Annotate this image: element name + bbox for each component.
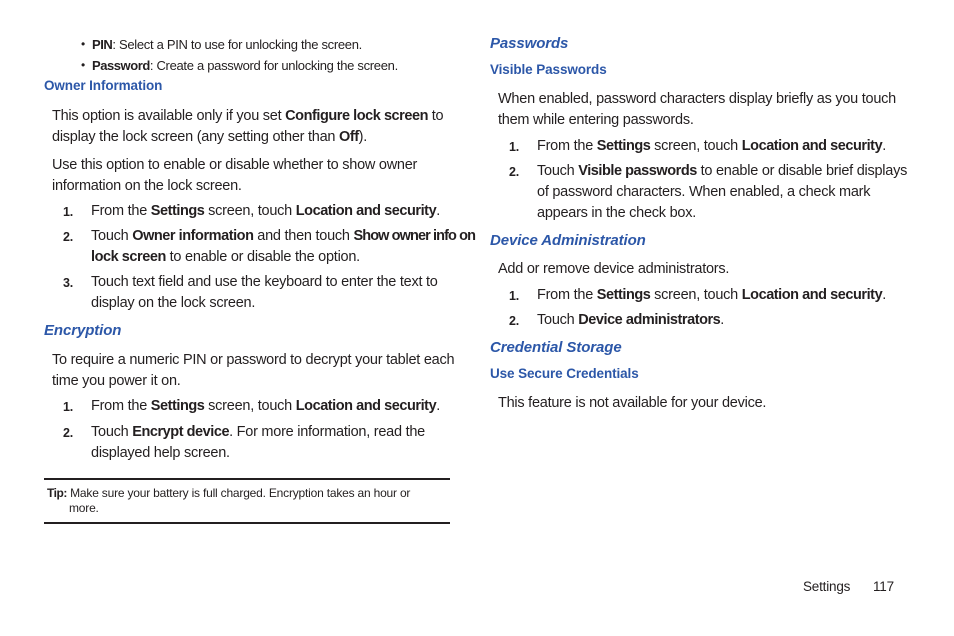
credential-para: This feature is not available for your device. [498, 395, 767, 411]
bullet-desc: : Select a PIN to use for unlocking the screen. [112, 37, 362, 52]
bullet-term: Password [92, 58, 150, 73]
bullet-password [81, 56, 398, 75]
device-admin-step-2: 2. Touch Device administrators. [509, 312, 725, 328]
heading-credential-storage: Credential Storage [490, 339, 622, 356]
bullet-pin [81, 35, 362, 54]
device-admin-para: Add or remove device administrators. [498, 261, 730, 277]
owner-step-3: 3. Touch text field and use the keyboard to enter the text to display on the lock screen. [63, 274, 438, 311]
owner-info-para1: This option is available only if you set Configure lock screen to display the lock screen (any setting other than Off). [52, 108, 444, 145]
bullet-desc: : Create a password for unlocking the screen. [149, 58, 398, 73]
encryption-step-2: 2. Touch Encrypt device. For more information, read the displayed help screen. [63, 424, 425, 461]
bullet-dot: • [81, 37, 85, 51]
encryption-para: To require a numeric PIN or password to decrypt your tablet each time you power it on. [52, 352, 455, 389]
heading-use-secure-credentials: Use Secure Credentials [490, 366, 639, 381]
device-admin-step-1: 1. From the Settings screen, touch Location and security. [509, 287, 886, 303]
heading-passwords: Passwords [490, 35, 569, 52]
footer-section: Settings [803, 579, 851, 594]
owner-info-para2: Use this option to enable or disable whether to show owner information on the lock screen. [52, 157, 418, 194]
tip-label: Tip: [47, 486, 67, 500]
bullet-term: PIN [92, 37, 113, 52]
bullet-dot: • [81, 58, 85, 72]
passwords-step-1: 1. From the Settings screen, touch Location and security. [509, 138, 886, 154]
heading-owner-information: Owner Information [44, 78, 163, 93]
heading-device-administration: Device Administration [490, 232, 646, 249]
visible-passwords-para: When enabled, password characters display briefly as you touch them while entering passwords. [498, 91, 896, 128]
encryption-step-1: 1. From the Settings screen, touch Location and security. [63, 398, 440, 414]
heading-visible-passwords: Visible Passwords [490, 62, 607, 77]
page-number: 117 [873, 579, 894, 594]
tip-text: Tip: Make sure your battery is full charged. Encryption takes an hour or more. [47, 486, 411, 515]
owner-step-2: 2. Touch Owner information and then touch Show owner info on lock screen to enable or disable the option. [63, 228, 476, 265]
owner-step-1: 1. From the Settings screen, touch Location and security. [63, 203, 440, 219]
heading-encryption: Encryption [44, 322, 122, 339]
passwords-step-2: 2. Touch Visible passwords to enable or disable brief displays of password characters. When enabled, a check mark appears in the check box. [509, 163, 908, 221]
